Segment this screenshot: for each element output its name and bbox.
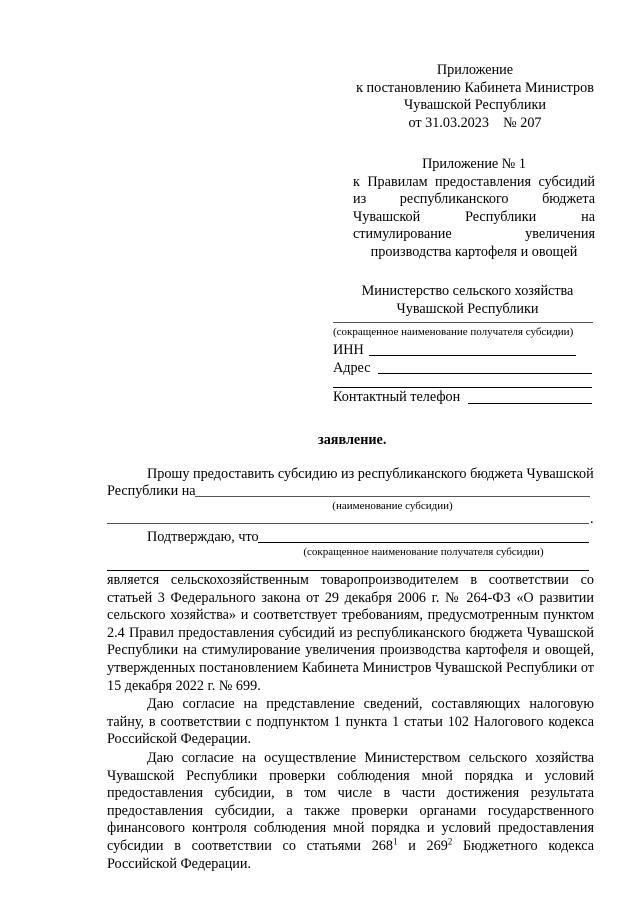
paragraph-2: Даю согласие на представление сведений, составляющих налоговую тайну, в соответствии с подпунктом 1 пункта 1 статьи 102 Налогового кодекса Российской Федерации.	[107, 696, 594, 748]
address-extra-line[interactable]	[333, 387, 592, 388]
form-title: заявление.	[318, 432, 387, 448]
paragraph-3-sup1: 1	[393, 836, 398, 847]
recipient-note: (сокращенное наименование получателя субсидии)	[333, 326, 574, 338]
inn-field-line[interactable]	[369, 355, 576, 356]
paragraph-3-tail: Бюджетного кодекса Российской Федерации.	[107, 837, 595, 872]
request-end-dot: .	[590, 511, 594, 527]
address-label: Адрес	[333, 360, 371, 376]
paragraph-1: является сельскохозяйственным товаропроизводителем в соответствии со статьей 3 Федерального закона от 29 декабря 2006 г. № 264-ФЗ «О развитии сельского хозяйства» и соответствует требованиям, предусмотренным пунктом 2.4 Правил предоставления субсидий из республиканского бюджета Чувашской Республики на стимулирование увеличения производства картофеля и овощей, утвержденных постановлением Кабинета Министров Чувашской Республики от 15 декабря 2022 г. № 699.	[107, 572, 594, 694]
appendix-header-line1: Приложение	[436, 62, 514, 78]
paragraph-3-sup2: 2	[447, 836, 453, 847]
appendix-header-line2: к постановлению Кабинета Министров	[356, 79, 594, 96]
appendix-1-title: Приложение № 1	[422, 156, 526, 172]
ministry-line1: Министерство сельского хозяйства	[361, 283, 574, 299]
confirm-name-line-2[interactable]	[107, 570, 589, 571]
address-field-line[interactable]	[378, 373, 592, 374]
appendix-1-block	[353, 156, 595, 262]
appendix-header-line3: Чувашской Республики	[404, 97, 546, 114]
body-text	[107, 572, 594, 873]
confirm-name-line[interactable]	[258, 542, 589, 543]
request-line1: Прошу предоставить субсидию из республиканского бюджета Чувашской	[147, 466, 594, 482]
request-line2-label: Республики на	[107, 483, 196, 499]
paragraph-3	[107, 750, 594, 873]
appendix-header-line4: от 31.03.2023 № 207	[408, 114, 542, 131]
inn-label: ИНН	[333, 342, 364, 358]
paragraph-3-main: Даю согласие на осуществление Министерством сельского хозяйства Чувашской Республики проверки соблюдения мной порядка и условий предоставления субсидии, в том числе в части достижения результата предоставления субсидии, а также проверки органами государственного финансового контроля соблюдения мной порядка и условий предоставления субсидии в соответствии со статьями 268	[107, 749, 594, 854]
phone-field-line[interactable]	[468, 403, 592, 404]
subsidy-note: (наименование субсидии)	[332, 500, 453, 512]
ministry-line2: Чувашской Республики	[396, 300, 539, 317]
subsidy-name-line[interactable]	[195, 496, 590, 497]
subsidy-name-line-2[interactable]	[107, 523, 589, 524]
confirm-label: Подтверждаю, что	[147, 529, 259, 545]
appendix-header	[340, 62, 610, 132]
confirm-note: (сокращенное наименование получателя субсидии)	[303, 546, 544, 558]
recipient-name-line	[333, 322, 593, 323]
paragraph-3-and: и 269	[397, 837, 448, 854]
phone-label: Контактный телефон	[333, 389, 461, 405]
appendix-1-text: к Правилам предоставления субсидий из республиканского бюджета Чувашской Республики на стимулирование увеличения производства картофеля и овощей	[353, 173, 595, 260]
ministry-block	[345, 283, 590, 318]
